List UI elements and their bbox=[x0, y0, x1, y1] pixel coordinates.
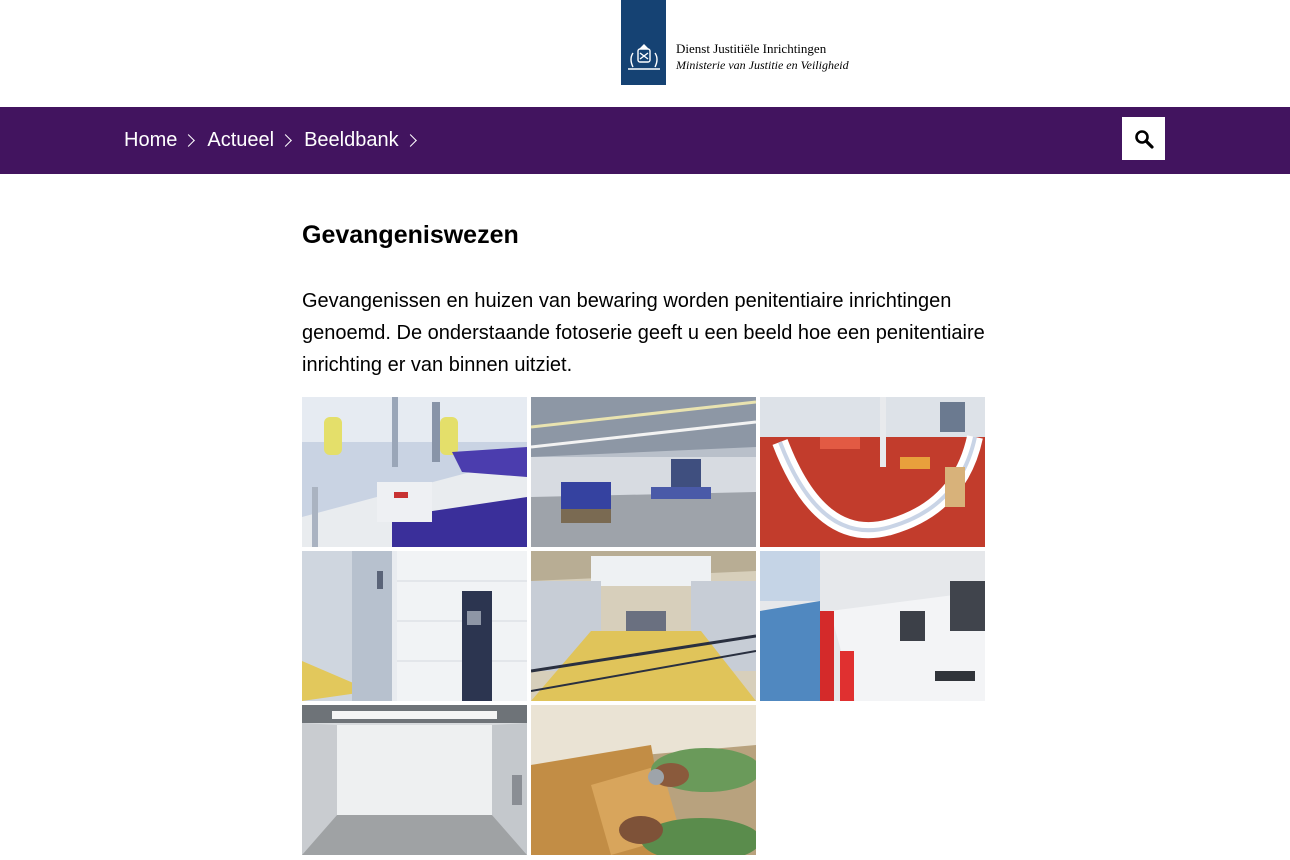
page-title: Gevangeniswezen bbox=[302, 221, 519, 249]
breadcrumb-home-label: Home bbox=[124, 129, 178, 151]
chevron-right-icon bbox=[182, 134, 195, 147]
breadcrumb-beeldbank[interactable] bbox=[304, 129, 429, 152]
breadcrumb-actueel-label: Actueel bbox=[207, 129, 275, 151]
workshop-hall-photo[interactable] bbox=[531, 397, 756, 547]
intro-text: Gevangenissen en huizen van bewaring worden penitentiaire inrichtingen genoemd. De onderstaande fotoserie geeft u een beeld hoe een penitentiaire inrichting er van binnen uitziet. bbox=[302, 290, 985, 376]
org-name: Dienst Justitiële Inrichtingen bbox=[676, 41, 827, 56]
chevron-right-icon bbox=[404, 134, 417, 147]
cell-corridor-photo[interactable] bbox=[302, 551, 527, 701]
navigation-bar bbox=[0, 107, 1290, 174]
site-header bbox=[0, 0, 1290, 107]
chevron-right-icon bbox=[279, 134, 292, 147]
search-icon bbox=[1134, 129, 1154, 149]
logo-text bbox=[676, 41, 849, 73]
logo-bar bbox=[621, 0, 666, 85]
ministry-name: Ministerie van Justitie en Veiligheid bbox=[676, 58, 849, 72]
breadcrumb bbox=[124, 107, 429, 174]
search-button[interactable] bbox=[1122, 117, 1165, 160]
computer-room-photo[interactable] bbox=[760, 551, 985, 701]
breadcrumb-actueel[interactable] bbox=[207, 129, 304, 152]
yard-photo[interactable] bbox=[302, 705, 527, 855]
logo[interactable] bbox=[621, 0, 849, 85]
main-content bbox=[302, 174, 985, 381]
workshop-sewing-photo[interactable] bbox=[302, 397, 527, 547]
breadcrumb-beeldbank-label: Beeldbank bbox=[304, 129, 399, 151]
canteen-photo[interactable] bbox=[760, 397, 985, 547]
breadcrumb-home[interactable] bbox=[124, 129, 207, 152]
cell-block-atrium-photo[interactable] bbox=[531, 551, 756, 701]
coat-of-arms-icon bbox=[625, 41, 663, 75]
assembly-work-photo[interactable] bbox=[531, 705, 756, 855]
